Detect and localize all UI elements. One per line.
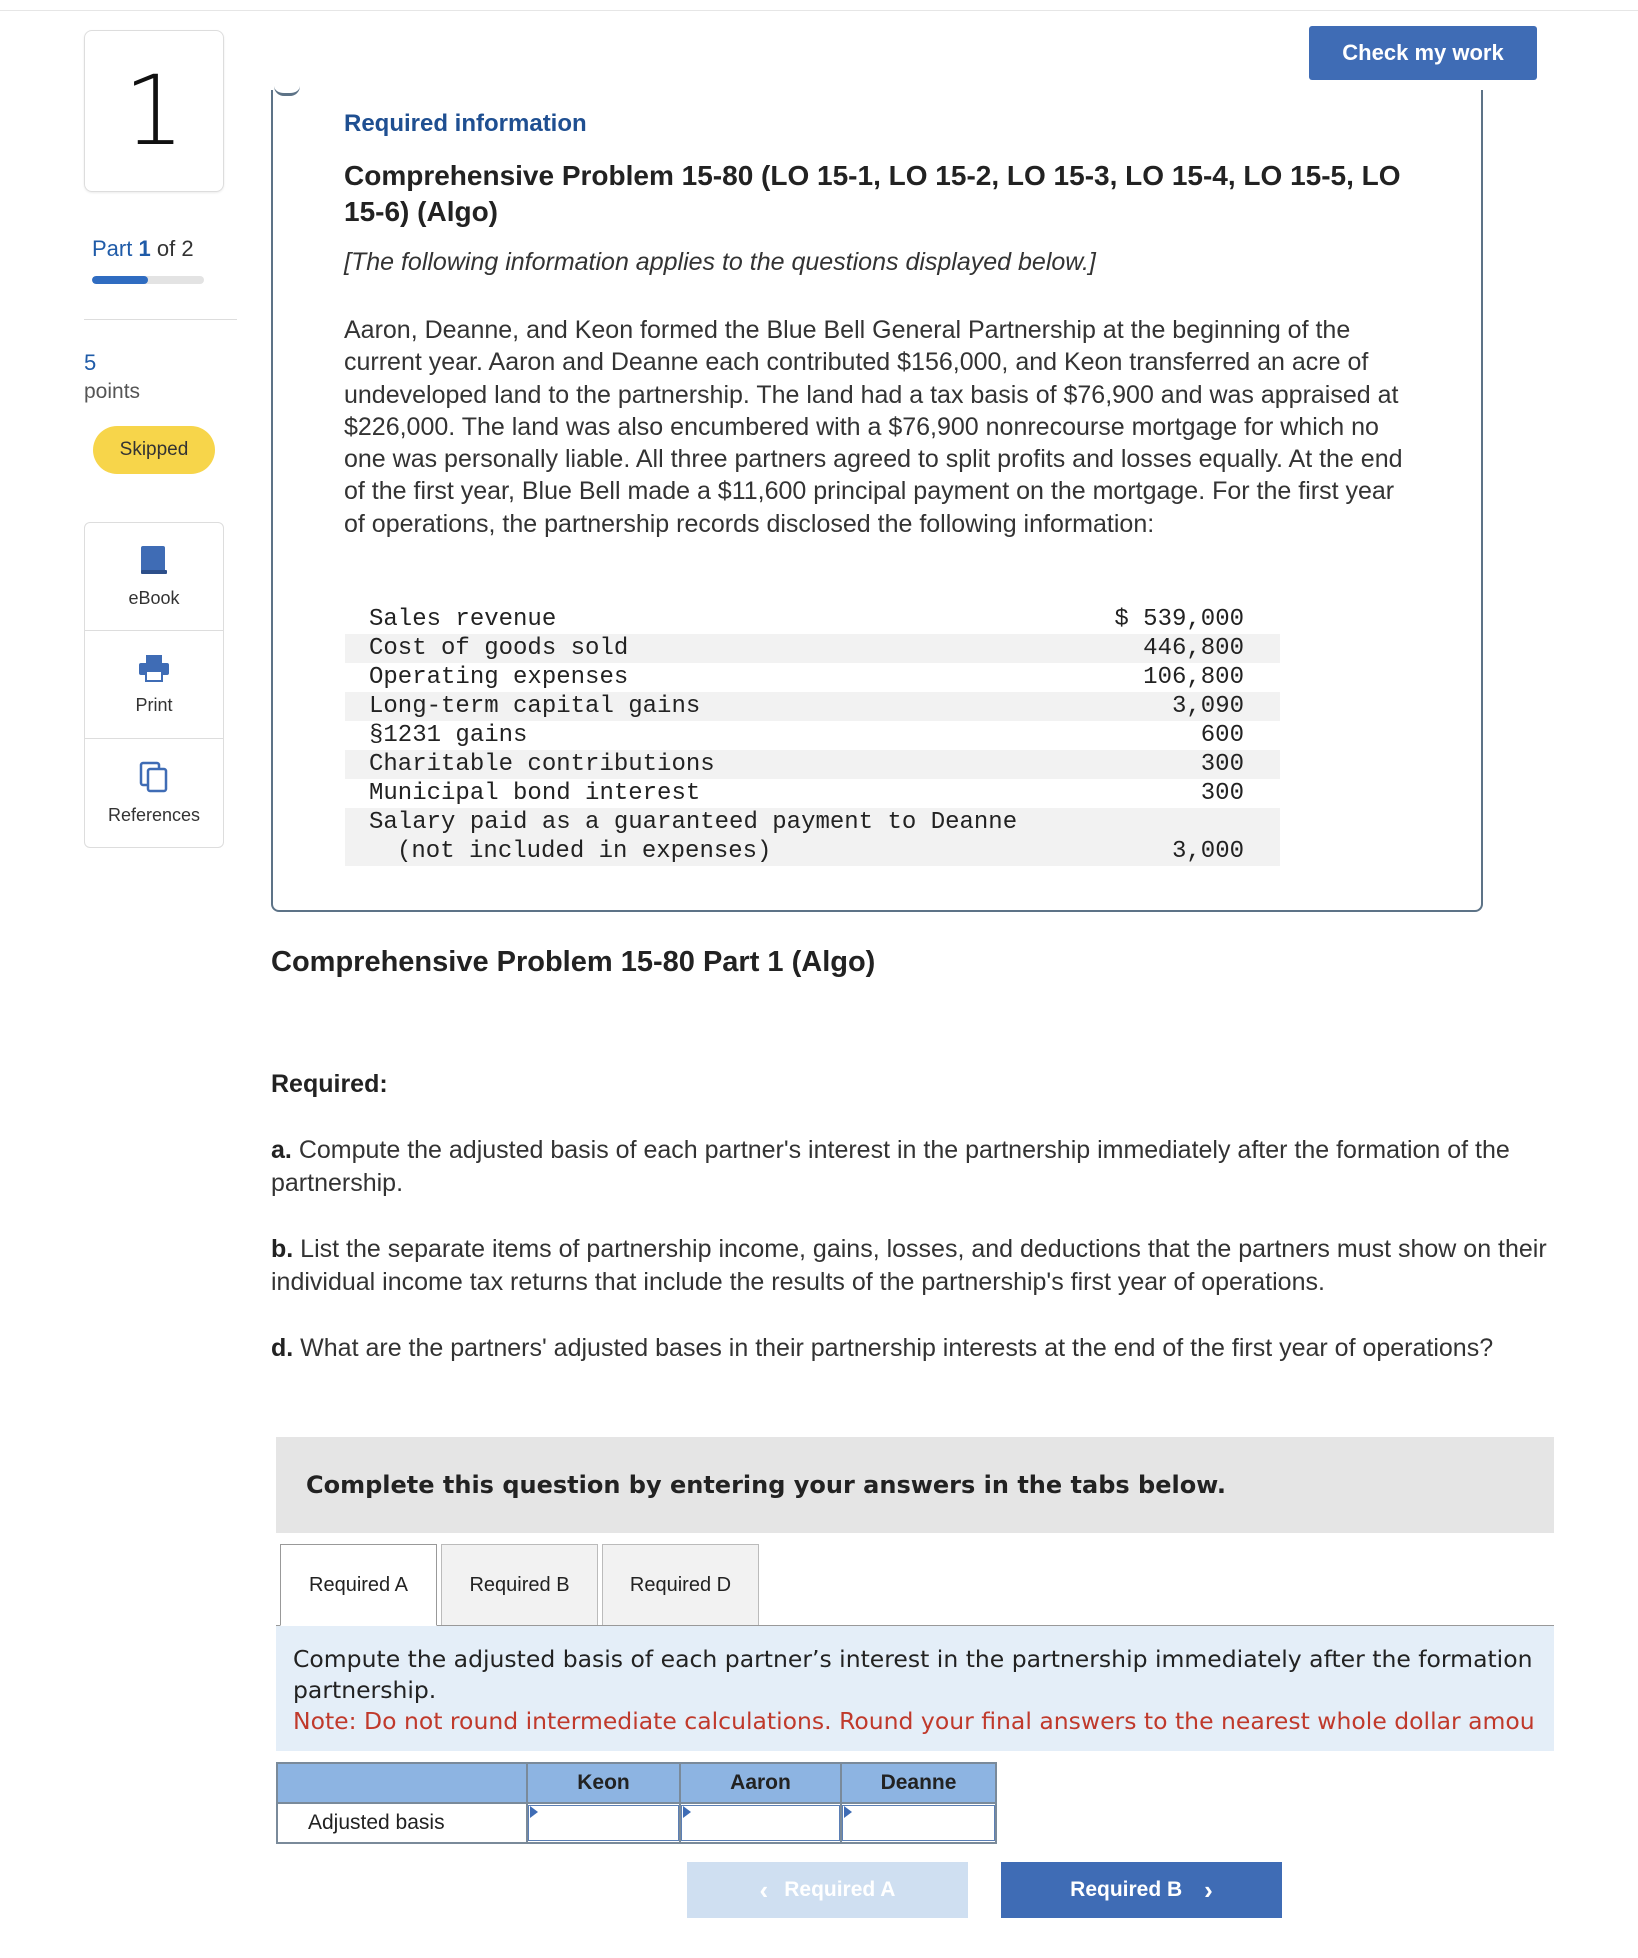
item-name: Municipal bond interest [369, 780, 701, 807]
part-label: Part [92, 236, 133, 261]
input-marker-icon [683, 1806, 691, 1818]
input-marker-icon [844, 1806, 852, 1818]
question-letter: b. [271, 1235, 294, 1263]
part-heading: Comprehensive Problem 15-80 Part 1 (Algo) [271, 946, 876, 978]
answer-header-row [277, 1763, 996, 1803]
item-name: §1231 gains [369, 722, 528, 749]
tab-required-b[interactable]: Required B [441, 1544, 598, 1626]
next-tab-button[interactable] [1001, 1862, 1282, 1918]
top-divider [0, 10, 1638, 11]
keon-basis-cell [527, 1803, 680, 1843]
item-value: 3,090 [1095, 692, 1280, 721]
aaron-basis-input[interactable] [681, 1805, 840, 1841]
part-progress-fill [92, 276, 148, 284]
tools-panel [84, 522, 224, 848]
table-row [345, 779, 1280, 808]
question-letter: a. [271, 1136, 292, 1164]
item-value: 600 [1200, 722, 1244, 749]
prev-tab-label: Required A [784, 1878, 896, 1901]
row-label-adjusted-basis: Adjusted basis [277, 1803, 527, 1843]
item-name: Cost of goods sold [345, 634, 1095, 663]
table-row [345, 692, 1280, 721]
table-row [345, 605, 1280, 634]
question-number: 1 [123, 55, 185, 167]
ebook-button[interactable] [85, 523, 223, 631]
deanne-basis-cell [841, 1803, 996, 1843]
header-blank [277, 1763, 527, 1803]
ebook-label: eBook [128, 588, 180, 608]
status-badge: Skipped [93, 426, 215, 474]
item-name: (not included in expenses) [345, 837, 1095, 866]
instruction-line-1: Compute the adjusted basis of each partner’s interest in the partnership immediately after the formation [293, 1645, 1533, 1673]
print-label: Print [135, 695, 173, 715]
question-text: List the separate items of partnership income, gains, losses, and deductions that the partners must show on their individual income tax returns that include the results of the partnership's first year of operations. [271, 1235, 1547, 1296]
chevron-left-icon: ‹ [759, 1875, 769, 1905]
copy-icon [139, 761, 169, 793]
question-text: Compute the adjusted basis of each partner's interest in the partnership immediately after the formation of the partnership. [271, 1136, 1510, 1197]
item-value [1095, 808, 1280, 837]
deanne-basis-input[interactable] [842, 1805, 995, 1841]
item-value: 446,800 [1095, 634, 1280, 663]
points-value: 5 [84, 350, 97, 375]
check-my-work-button[interactable]: Check my work [1309, 26, 1537, 80]
part-progress-bar [92, 276, 204, 284]
book-icon [139, 544, 169, 576]
financial-info-table [345, 605, 1280, 866]
item-value: 300 [1200, 780, 1244, 807]
part-indicator [92, 236, 194, 262]
tab-required-a[interactable]: Required A [280, 1544, 437, 1626]
part-current: 1 [138, 236, 151, 261]
print-button[interactable] [85, 631, 223, 739]
question-number-box [84, 30, 224, 192]
tab-required-d[interactable]: Required D [602, 1544, 759, 1626]
item-value: $ 539,000 [1114, 606, 1244, 633]
references-button[interactable] [85, 739, 223, 847]
tab-instruction-panel [276, 1626, 1554, 1751]
answer-tabs [280, 1544, 759, 1626]
complete-instruction-bar: Complete this question by entering your answers in the tabs below. [276, 1437, 1554, 1533]
item-value: 3,000 [1095, 837, 1280, 866]
item-name: Sales revenue [369, 606, 557, 633]
part-of: of 2 [156, 236, 194, 261]
item-value: 300 [1095, 750, 1280, 779]
header-aaron: Aaron [680, 1763, 841, 1803]
table-row [345, 808, 1280, 837]
required-label: Required: [271, 1070, 388, 1098]
tab-divider [276, 1625, 1554, 1626]
item-name: Long-term capital gains [345, 692, 1095, 721]
question-b [271, 1233, 1571, 1298]
question-letter: d. [271, 1334, 294, 1362]
table-row [345, 721, 1280, 750]
sidebar-divider [84, 319, 237, 320]
question-d [271, 1332, 1571, 1365]
item-value: 106,800 [1143, 664, 1244, 691]
points-label: points [84, 380, 141, 403]
header-keon: Keon [527, 1763, 680, 1803]
chevron-right-icon: › [1204, 1875, 1213, 1905]
required-info-heading: Required information [344, 110, 587, 137]
question-text: What are the partners' adjusted bases in their partnership interests at the end of the first year of operations? [300, 1334, 1494, 1362]
prev-tab-button[interactable] [687, 1862, 968, 1918]
header-deanne: Deanne [841, 1763, 996, 1803]
info-note: [The following information applies to the questions displayed below.] [344, 248, 1096, 276]
instruction-line-2: partnership. [293, 1676, 437, 1704]
keon-basis-input[interactable] [528, 1805, 679, 1841]
table-row [345, 663, 1280, 692]
table-row [345, 634, 1280, 663]
rounding-note: Note: Do not round intermediate calculations. Round your final answers to the nearest whole dollar amou [293, 1707, 1535, 1735]
item-name: Charitable contributions [345, 750, 1095, 779]
table-row [277, 1803, 996, 1843]
problem-paragraph: Aaron, Deanne, and Keon formed the Blue Bell General Partnership at the beginning of the current year. Aaron and Deanne each contributed $156,000, and Keon transferred an acre of undeveloped land to the partnership. The land had a tax basis of $76,900 and was appraised at $226,000. The land was also encumbered with a $76,900 nonrecourse mortgage for which no one was personally liable. All three partners agreed to split profits and losses equally. At the end of the first year, Blue Bell made a $11,600 principal payment on the mortgage. For the first year of operations, the partnership records disclosed the following information: [344, 316, 1403, 538]
question-a [271, 1134, 1571, 1199]
references-label: References [107, 804, 201, 825]
aaron-basis-cell [680, 1803, 841, 1843]
problem-title: Comprehensive Problem 15-80 (LO 15-1, LO 15-2, LO 15-3, LO 15-4, LO 15-5, LO 15-6) (Algo) [344, 160, 1401, 227]
answer-table [276, 1762, 997, 1844]
table-row [345, 837, 1280, 866]
input-marker-icon [530, 1806, 538, 1818]
instruction-text [293, 1644, 1554, 1737]
table-row [345, 750, 1280, 779]
next-tab-label: Required B [1070, 1878, 1183, 1901]
printer-icon [138, 653, 170, 683]
item-name: Salary paid as a guaranteed payment to Deanne [345, 808, 1095, 837]
item-name: Operating expenses [369, 664, 629, 691]
